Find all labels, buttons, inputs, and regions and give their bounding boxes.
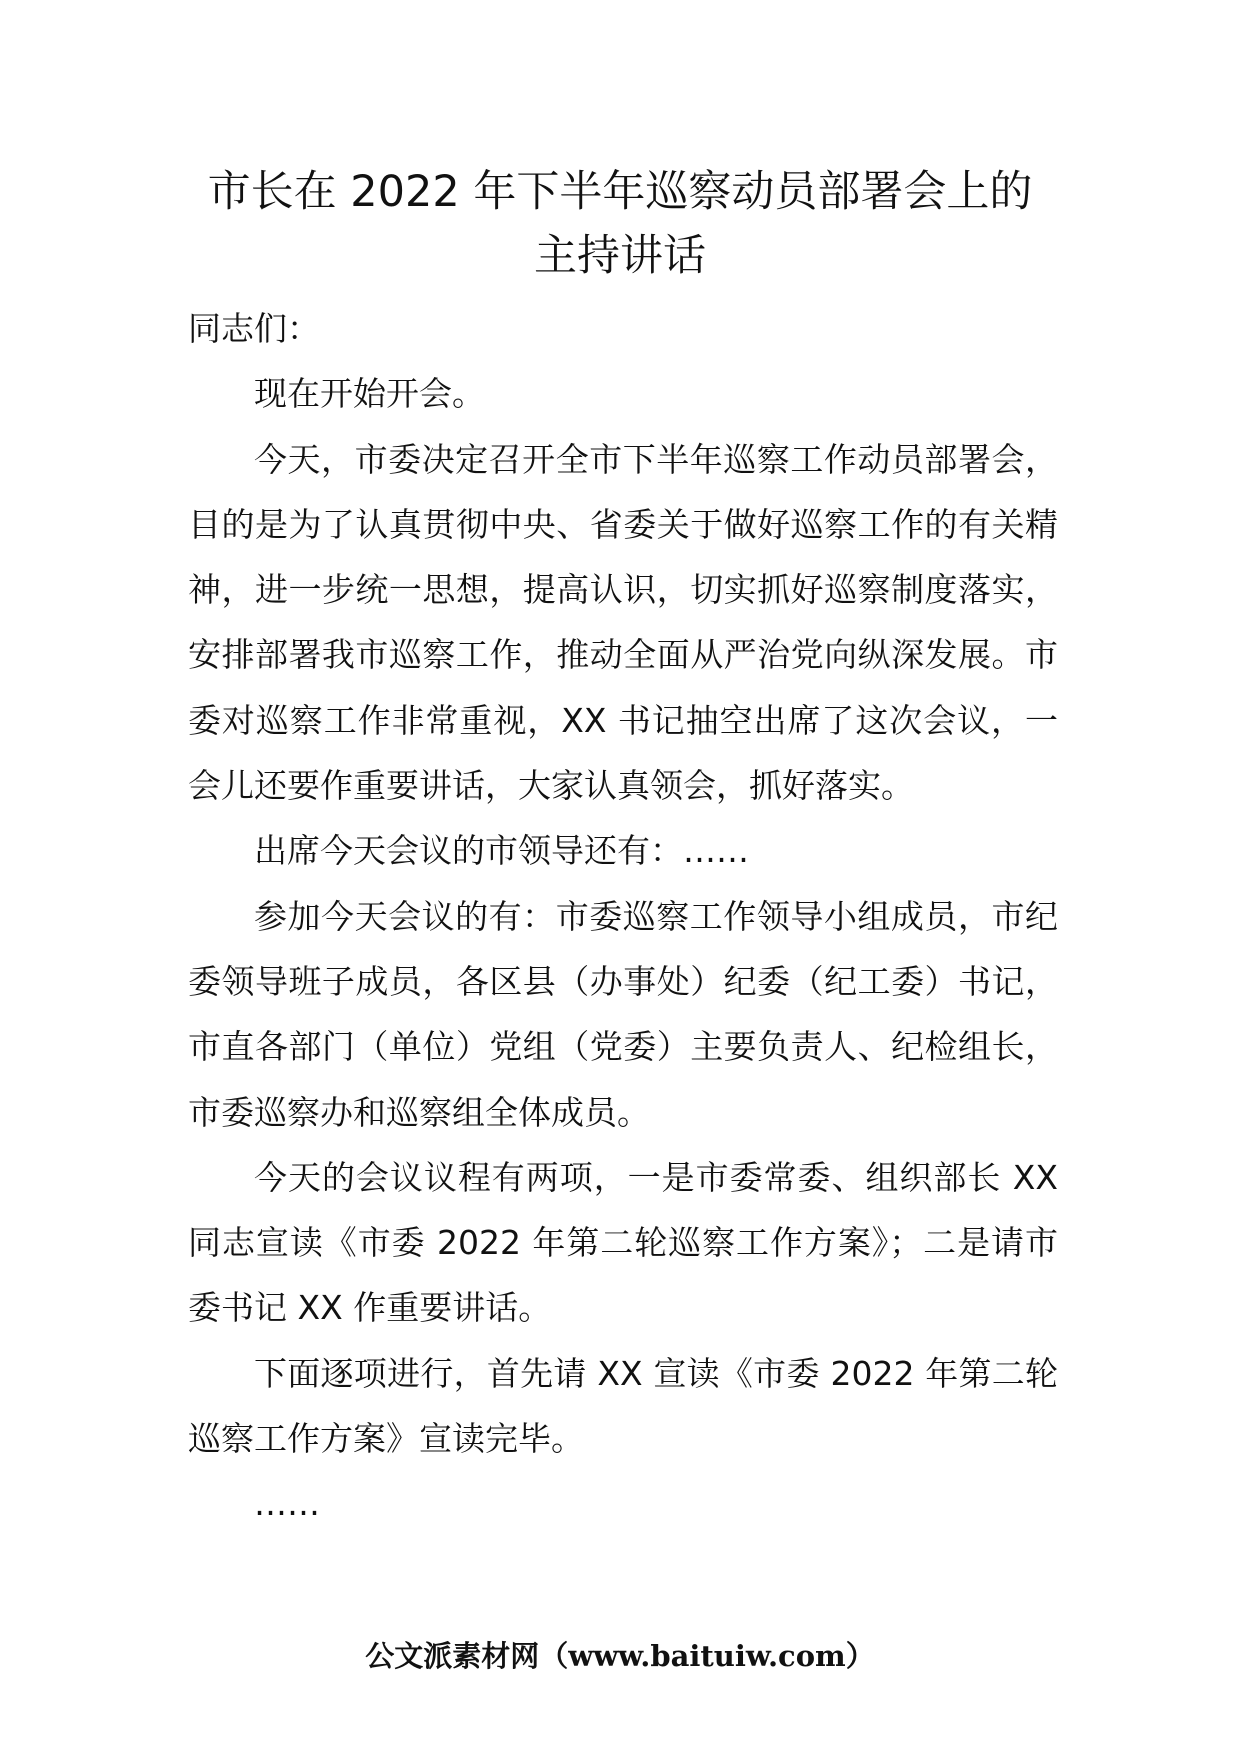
document-title bbox=[170, 160, 1070, 288]
paragraph-attending-leaders: 出席今天会议的市领导还有：…… bbox=[254, 831, 749, 871]
paragraph-opening: 现在开始开会。 bbox=[254, 374, 485, 414]
title-line-2: 主持讲话 bbox=[534, 231, 706, 281]
paragraph-proceed: 下面逐项进行，首先请 XX 宣读《市委 2022 年第二轮巡察工作方案》宣读完毕。 bbox=[188, 1353, 1058, 1459]
document-body bbox=[188, 296, 1058, 1537]
footer-watermark: 公文派素材网（www.baituiw.com） bbox=[365, 1639, 875, 1673]
paragraph-purpose: 今天，市委决定召开全市下半年巡察工作动员部署会，目的是为了认真贯彻中央、省委关于做好巡察工作的有关精神，进一步统一思想，提高认识，切实抓好巡察制度落实，安排部署我市巡察工作，推动全面从严治党向纵深发展。市委对巡察工作非常重视，XX 书记抽空出席了这次会议，一会儿还要作重要讲话，大家认真领会，抓好落实。 bbox=[188, 439, 1058, 806]
paragraph-ellipsis: …… bbox=[254, 1484, 320, 1524]
paragraph-agenda: 今天的会议议程有两项，一是市委常委、组织部长 XX 同志宣读《市委 2022 年第二轮巡察工作方案》；二是请市委书记 XX 作重要讲话。 bbox=[188, 1157, 1058, 1328]
paragraph-participants: 参加今天会议的有：市委巡察工作领导小组成员，市纪委领导班子成员，各区县（办事处）纪委（纪工委）书记，市直各部门（单位）党组（党委）主要负责人、纪检组长，市委巡察办和巡察组全体成员。 bbox=[188, 896, 1058, 1132]
salutation: 同志们： bbox=[188, 309, 320, 348]
title-line-1: 市长在 2022 年下半年巡察动员部署会上的 bbox=[207, 167, 1033, 217]
